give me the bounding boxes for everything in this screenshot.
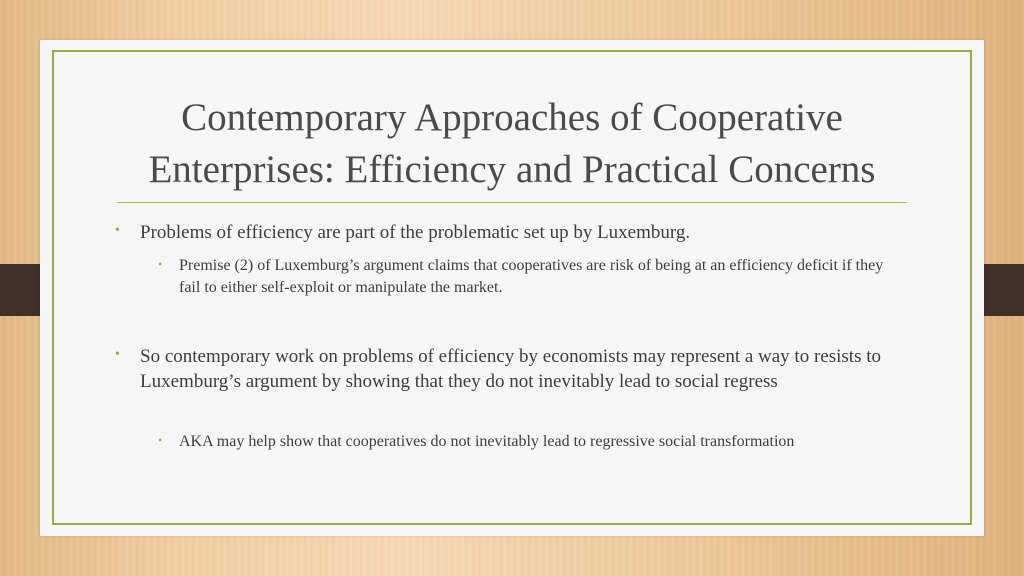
bullet-item bbox=[115, 220, 930, 245]
bullet-item bbox=[115, 344, 930, 394]
slide-card bbox=[40, 40, 984, 536]
sub-bullet-text: Premise (2) of Luxemburg’s argument claims that cooperatives are risk of being at an efficiency deficit if they fail to either self-exploit or manipulate the market. bbox=[179, 257, 884, 296]
bullet-dot-icon: • bbox=[158, 433, 163, 447]
bullet-dot-icon: • bbox=[158, 257, 163, 271]
sub-bullet-item bbox=[158, 255, 899, 299]
slide-title-line-1: Contemporary Approaches of Cooperative bbox=[181, 96, 843, 139]
slide-title-line-2: Enterprises: Efficiency and Practical Concerns bbox=[148, 148, 876, 191]
sub-bullet-item bbox=[158, 431, 899, 453]
slide-body bbox=[40, 40, 984, 536]
bullet-text: So contemporary work on problems of efficiency by economists may represent a way to resists to Luxemburg’s argument by showing that they do not inevitably lead to social regress bbox=[140, 346, 881, 392]
bullet-text: Problems of efficiency are part of the problematic set up by Luxemburg. bbox=[140, 222, 691, 243]
bullet-dot-icon: • bbox=[115, 223, 120, 238]
bullet-dot-icon: • bbox=[115, 347, 120, 362]
sub-bullet-text: AKA may help show that cooperatives do not inevitably lead to regressive social transformation bbox=[179, 433, 795, 450]
